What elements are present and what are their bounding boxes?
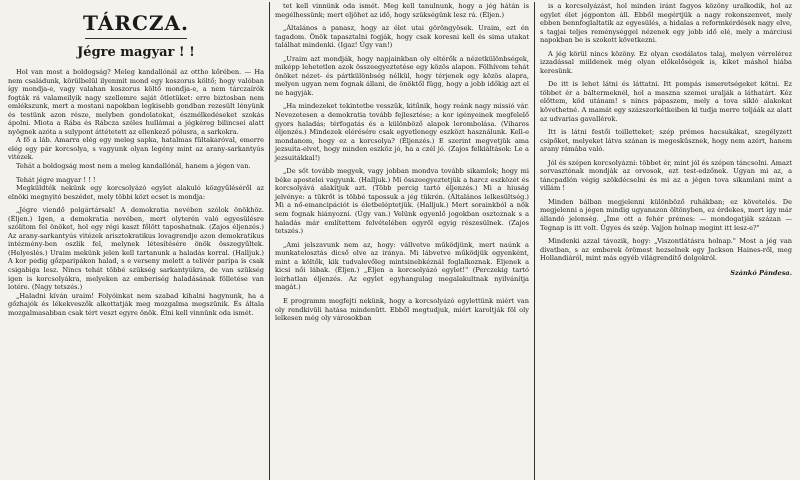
paragraph: „Haladni kíván uraim! Folyóinkat nem szabad kihalni hagynunk, ha a gőzhajók és lékekveszők alkottatják meg mozgalma megszünik. És általa mozgalmasabban csak tért veszt egyre önök. Élni kell vinnünk oda ismét. [8, 291, 264, 317]
paragraph: tet kell vinnünk oda ismét. Meg kell tanulnunk, hogy a jég hátán is megélhessünk; mert eljöhet az idő, hogy szükségünk lesz rá. (Éljen.) [275, 2, 529, 19]
masthead-rule [85, 38, 187, 39]
paragraph: Tehát jégre magyar ! ! ! [16, 175, 96, 184]
paragraph: „Általános a panasz, hogy az élet utai göröngyösek. Uraim, ezt én tagadom. Önök tapasztalni fogják, hogy csak koresni kell és sima utakat találhat mindenki. (Igaz! Úgy van!) [275, 24, 529, 50]
column-2 [270, 2, 535, 480]
paragraph: „Uraim azt mondják, hogy napjainkban oly eltérők a nézetkülönbségek, miképp lehetetlen azok összeegyeztetése egy közös alapon. Fölhívom tehát önöket nézet- és pártkülönbség nélkül, hogy térjenek egy közös alapra, melyen ugyan nem fognak állani, de önöktől függ, hogy a jobb időkig azt el ne hagyják. [275, 54, 529, 97]
paragraph: „De sőt tovább megyek, vagy jobban mondva tovább sikamlok; hogy mi béke apostelei vagyunk. (Halljuk.) Mi összeegyeztetjük a harcz eszközét és korcsolyává alakítjuk azt. (Több percig tartó éljenzés.) Mi a hiuság jelvénye: a tükrőt is többé tapossuk a jég tükrén. (Általános lelkesültség.) Mi a nő-emancipációt is életbeléptetjük. (Halljuk.) Mert sorainkból a nők sem fognak hiányozni. (Úgy van.) Velünk egyenlő jogokban osztoznak s a haladás már említettem felvételében egyről egyig részesülnek. (Zajos tetszés.) [275, 167, 529, 236]
paragraph: „Ami jelszavunk nem az, hogy: vállvetve működjünk, mert naúnk a munkatelosztás dicső elve az iránya. Mi lábvetve működjük egyenként, mint a költők, kik tudvalevőleg mintsinebkéznál foglalkoznak. Éljenek a kicsi női lábak. (Éljen.) „Éljen a korcsolyázó egylet!" (Perczekig tartó leirhatlan éljenzés. Az egylet egyhangulag megalakultnak nyilvánítja magát.) [275, 240, 529, 292]
paragraph: Jól és szépen korcsolyázni: többet ér, mint jól és szépen táncsolni. Amazt sorvasztónak mondják az orvosok, ezt test-edzőnek. Ugyan mi az, a táncpadlón végig szökdécselni és mi az a jégen tova sikamlani mint a villám ! [540, 158, 792, 193]
section-masthead: TÁRCZA. [83, 11, 189, 35]
paragraph: Mindenki azzal távozik, hogy: „Viszontlátásra holnap." Most a jég van divatban, s az emberek örömest hezselnek egy Jackson Haines-ről, meg Hollandiáról, mint más egyéb világrendítő dolgokról. [540, 237, 792, 263]
paragraph: is a korcsolyázást, hol minden iránt fagyos közöny uralkodik, hol az egylet élet jégponton áll. Ebből megértjük a nagy rokonszenvet, mely ebben bennfoglaltatik az egyesülés, a hidalas a reformkérdések nagy elve, s tagjai teljes reménységgel nézenek egy jobb idő elé, mely a márciusi napokban be is szokott következni. [540, 2, 792, 45]
paragraph: E programm megfejti nekünk, hogy a korcsolyázó egylettünk miért van oly rendkivüli hatása mindenütt. Ebből megtudjuk, miért karoltják föl oly lelkesen még oly városokban [275, 296, 529, 323]
paragraph: Itt is látni festői toilletteket; szép prémes hacsukákat, szegélyzett csipőket, melyeket látva szánan is megeskűsznek, hogy nem azért, hanem arany rámába való. [540, 128, 792, 154]
paragraph: A jég körül nincs közöny. Ez olyan csodálatos talaj, melyen vérrelérez izzadással miildenek még olyan előkelőségek is, kiket máshol hiába keresünk. [540, 49, 792, 75]
paragraph: A fő a láb. Amarra elég egy meleg sapka, hatalmas fültakaróval, emerre elég egy pár korcsolya, s vagyunk olyan legény mint az arany-sarkantyús vitézek. [8, 136, 264, 162]
author-signature: Szánkó Pándesa. [730, 268, 792, 277]
paragraph: Megküldték nekünk egy korcsolyázó egylet alakuló közgyűléséről az elnöki megnyitó beszédet, mely többi közt ecset is mondja: [8, 184, 264, 201]
paragraph: Minden bálban megjelenni különböző ruhákban; ez követelés. De megjelenni a jégen mindig ugyanazon öltönyben, ez érdekes, mert így már állandó jelenség. „Íme ott a fehér prémes: — mondogatják százan — Tegnap is itt volt. Ügyes és szép. Vajjon holnap megint itt lesz-e?" [540, 197, 792, 232]
article-headline: Jégre magyar ! ! [77, 45, 195, 60]
column-3 [535, 2, 797, 480]
paragraph: De itt is lehet látni és láttatni. Itt pompás ismeretségeket kötni. Ez többet ér a báltermeknél, hol a maszna szemei uralják a láthatárt. Kéz előttem, köd utánam! s nincs pápaszem, mely a tova sikló alakokat követhetné. A mamát egy százszorkétkeiben ki tudja merre toljáák az alatt az udvarias gavallérok. [540, 80, 792, 123]
paragraph: Hol van most a boldogság? Meleg kandallónál az ottho kőrében. — Ha nem családunk, körülbelül ilyenmit mond egy koszorus költő; hogy valóban így mondja-e, vagy valahan koszorus költő mondja-e, a nem tárczaírók fogták rá valameilyik nagy szellemre saját ötletüket: erre biztosban nem emlékszunk, mert a mostani napokban legkisebb gondban rezesült lényünk és testünk azon része, melyben gondolatokat, észmélkedéseket szokás ápolni. Miota a Rába és Rábcza széles hullámai a jégkéreg bilincsei alatt nyögnek azóta a sulypont áttétetett az ellenkező pólusra, a sarkokra. [8, 68, 264, 136]
paragraph: „Jégre viendő polgártársak! A demokratia nevében szólok önökhöz. (Éljen.) Igen, a demokratia nevében, mert olyterén való egyesülésre szólítom fel önöket, hol egy régi kaszt főlött taposhatnak. (Zajos éljenzés.) Az arany-sarkantyús vitézek arisztokratikus lovagrendje azon demokratikus intézmény-ben oszlik fel, melynek létesítésére önök összegyűltek. (Helyeslés.) Uraim mekünk jelen kell tartanunk a haladás korral. (Halljuk.) A kor pedig gőzparipákon halad, s e verseny melett a telivér paripa is csak csigabiga lesz. Nincs tehát többé szükség sarkantyúkra, de van szükség igen is korcsolyákra, melyeken az emberiség haladásának fölletése van lotére. (Nagy tetszés.) [8, 206, 264, 292]
paragraph: „Ha mindezeket tekintetbe vesszük, kitűnik, hogy reánk nagy missió vár. Nevezetesen a demokratia tovább fejlesztése; a kor igényeinek megfelelő gyors haladás; térfogatás és a különböző alapok lerombolása. (Viharos éljenzés.) Mindezek elérésére csak egyetlenegy eszközt használunk. Kell-e mondanom, hogy ez a korcsolya? (Éljenzés.) E szerint megvetjük ama jezsuita-elvet, hogy minden eszköz jó, ha a czél jó. (Zajos felkiáltások: Le a jezsuitákkal!) [275, 102, 529, 162]
paragraph: Tehát a boldogság most nem a meleg kandallónál, hanem a jégen van. [16, 162, 251, 171]
column-1 [3, 2, 270, 480]
